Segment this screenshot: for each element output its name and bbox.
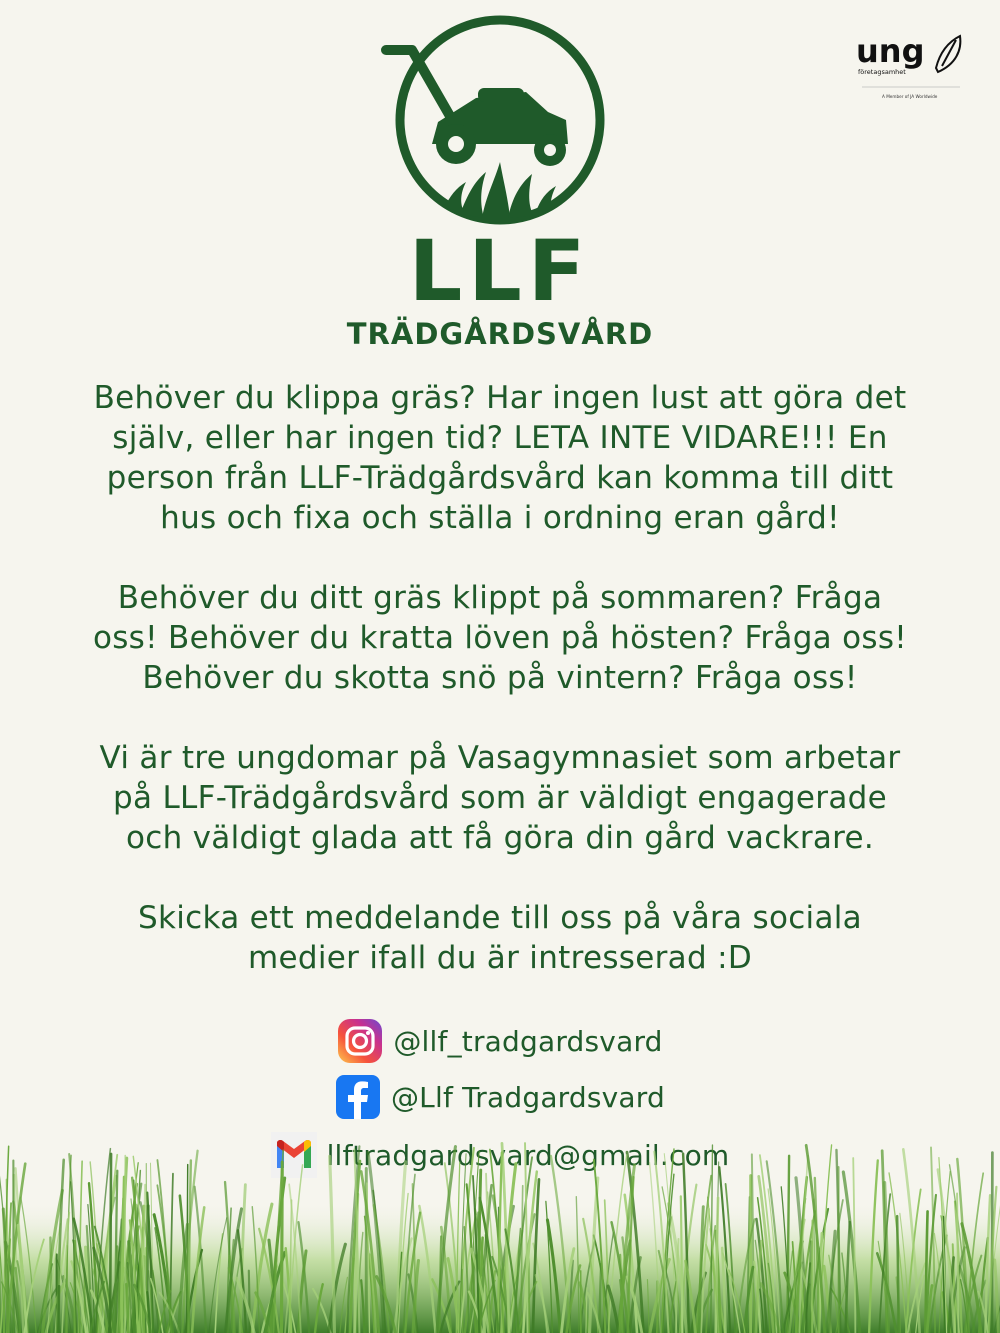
instagram-handle[interactable]: @llf_tradgardsvard xyxy=(393,1024,663,1058)
paragraph-line: person från LLF-Trädgårdsvård kan komma till ditt xyxy=(106,460,894,496)
grass-blade xyxy=(249,1271,250,1333)
paragraph-line: själv, eller har ingen tid? LETA INTE VIDARE!!! En xyxy=(112,420,888,456)
grass-blade xyxy=(281,1162,282,1333)
paragraph-line: medier ifall du är intresserad :D xyxy=(247,940,753,976)
ung-foretagsamhet-badge xyxy=(852,30,967,105)
badge-sub: företagsamhet xyxy=(858,68,906,76)
grass-blade xyxy=(110,1154,111,1333)
grass-blade xyxy=(126,1284,128,1333)
paragraph-line: Behöver du skotta snö på vintern? Fråga oss! xyxy=(142,660,858,696)
logo-brand: LLF xyxy=(408,222,592,320)
llf-logo xyxy=(340,12,660,357)
paragraph-line: Behöver du klippa gräs? Har ingen lust att göra det xyxy=(93,380,907,416)
body-text xyxy=(40,378,960,1018)
logo-subtitle: TRÄDGÅRDSVÅRD xyxy=(346,317,654,351)
grass-blade xyxy=(58,1286,59,1333)
contact-facebook[interactable] xyxy=(0,1072,1000,1122)
paragraph-about xyxy=(40,738,960,858)
paragraph-line: hus och fixa och ställa i ordning eran gård! xyxy=(160,500,840,536)
paragraph-line: Vi är tre ungdomar på Vasagymnasiet som arbetar xyxy=(99,740,901,776)
badge-name: ung xyxy=(856,32,925,70)
paragraph-line: Skicka ett meddelande till oss på våra sociala xyxy=(138,900,862,936)
paragraph-line: oss! Behöver du kratta löven på hösten? Fråga oss! xyxy=(92,620,908,656)
paragraph-line: och väldigt glada att få göra din gård vackrare. xyxy=(125,820,875,856)
badge-member: A Member of JA Worldwide xyxy=(882,94,938,99)
grass-tuft-icon xyxy=(444,162,556,218)
grass-blade xyxy=(897,1216,899,1333)
paragraph-seasons xyxy=(40,578,960,698)
paragraph-line: Behöver du ditt gräs klippt på sommaren? Fråga xyxy=(117,580,883,616)
paragraph-line: på LLF-Trädgårdsvård som är väldigt engagerade xyxy=(113,780,887,816)
facebook-handle[interactable]: @Llf Tradgardsvard xyxy=(390,1080,665,1114)
badge-leaf-icon xyxy=(936,36,960,72)
grass-footer-image xyxy=(0,1140,1000,1333)
contact-instagram[interactable] xyxy=(0,1016,1000,1066)
facebook-icon xyxy=(335,1074,381,1120)
email-address[interactable]: llftradgardsvard@gmail.com xyxy=(326,1138,730,1172)
instagram-icon xyxy=(337,1018,383,1064)
paragraph-contact-cta xyxy=(40,898,960,978)
paragraph-intro xyxy=(40,378,960,538)
